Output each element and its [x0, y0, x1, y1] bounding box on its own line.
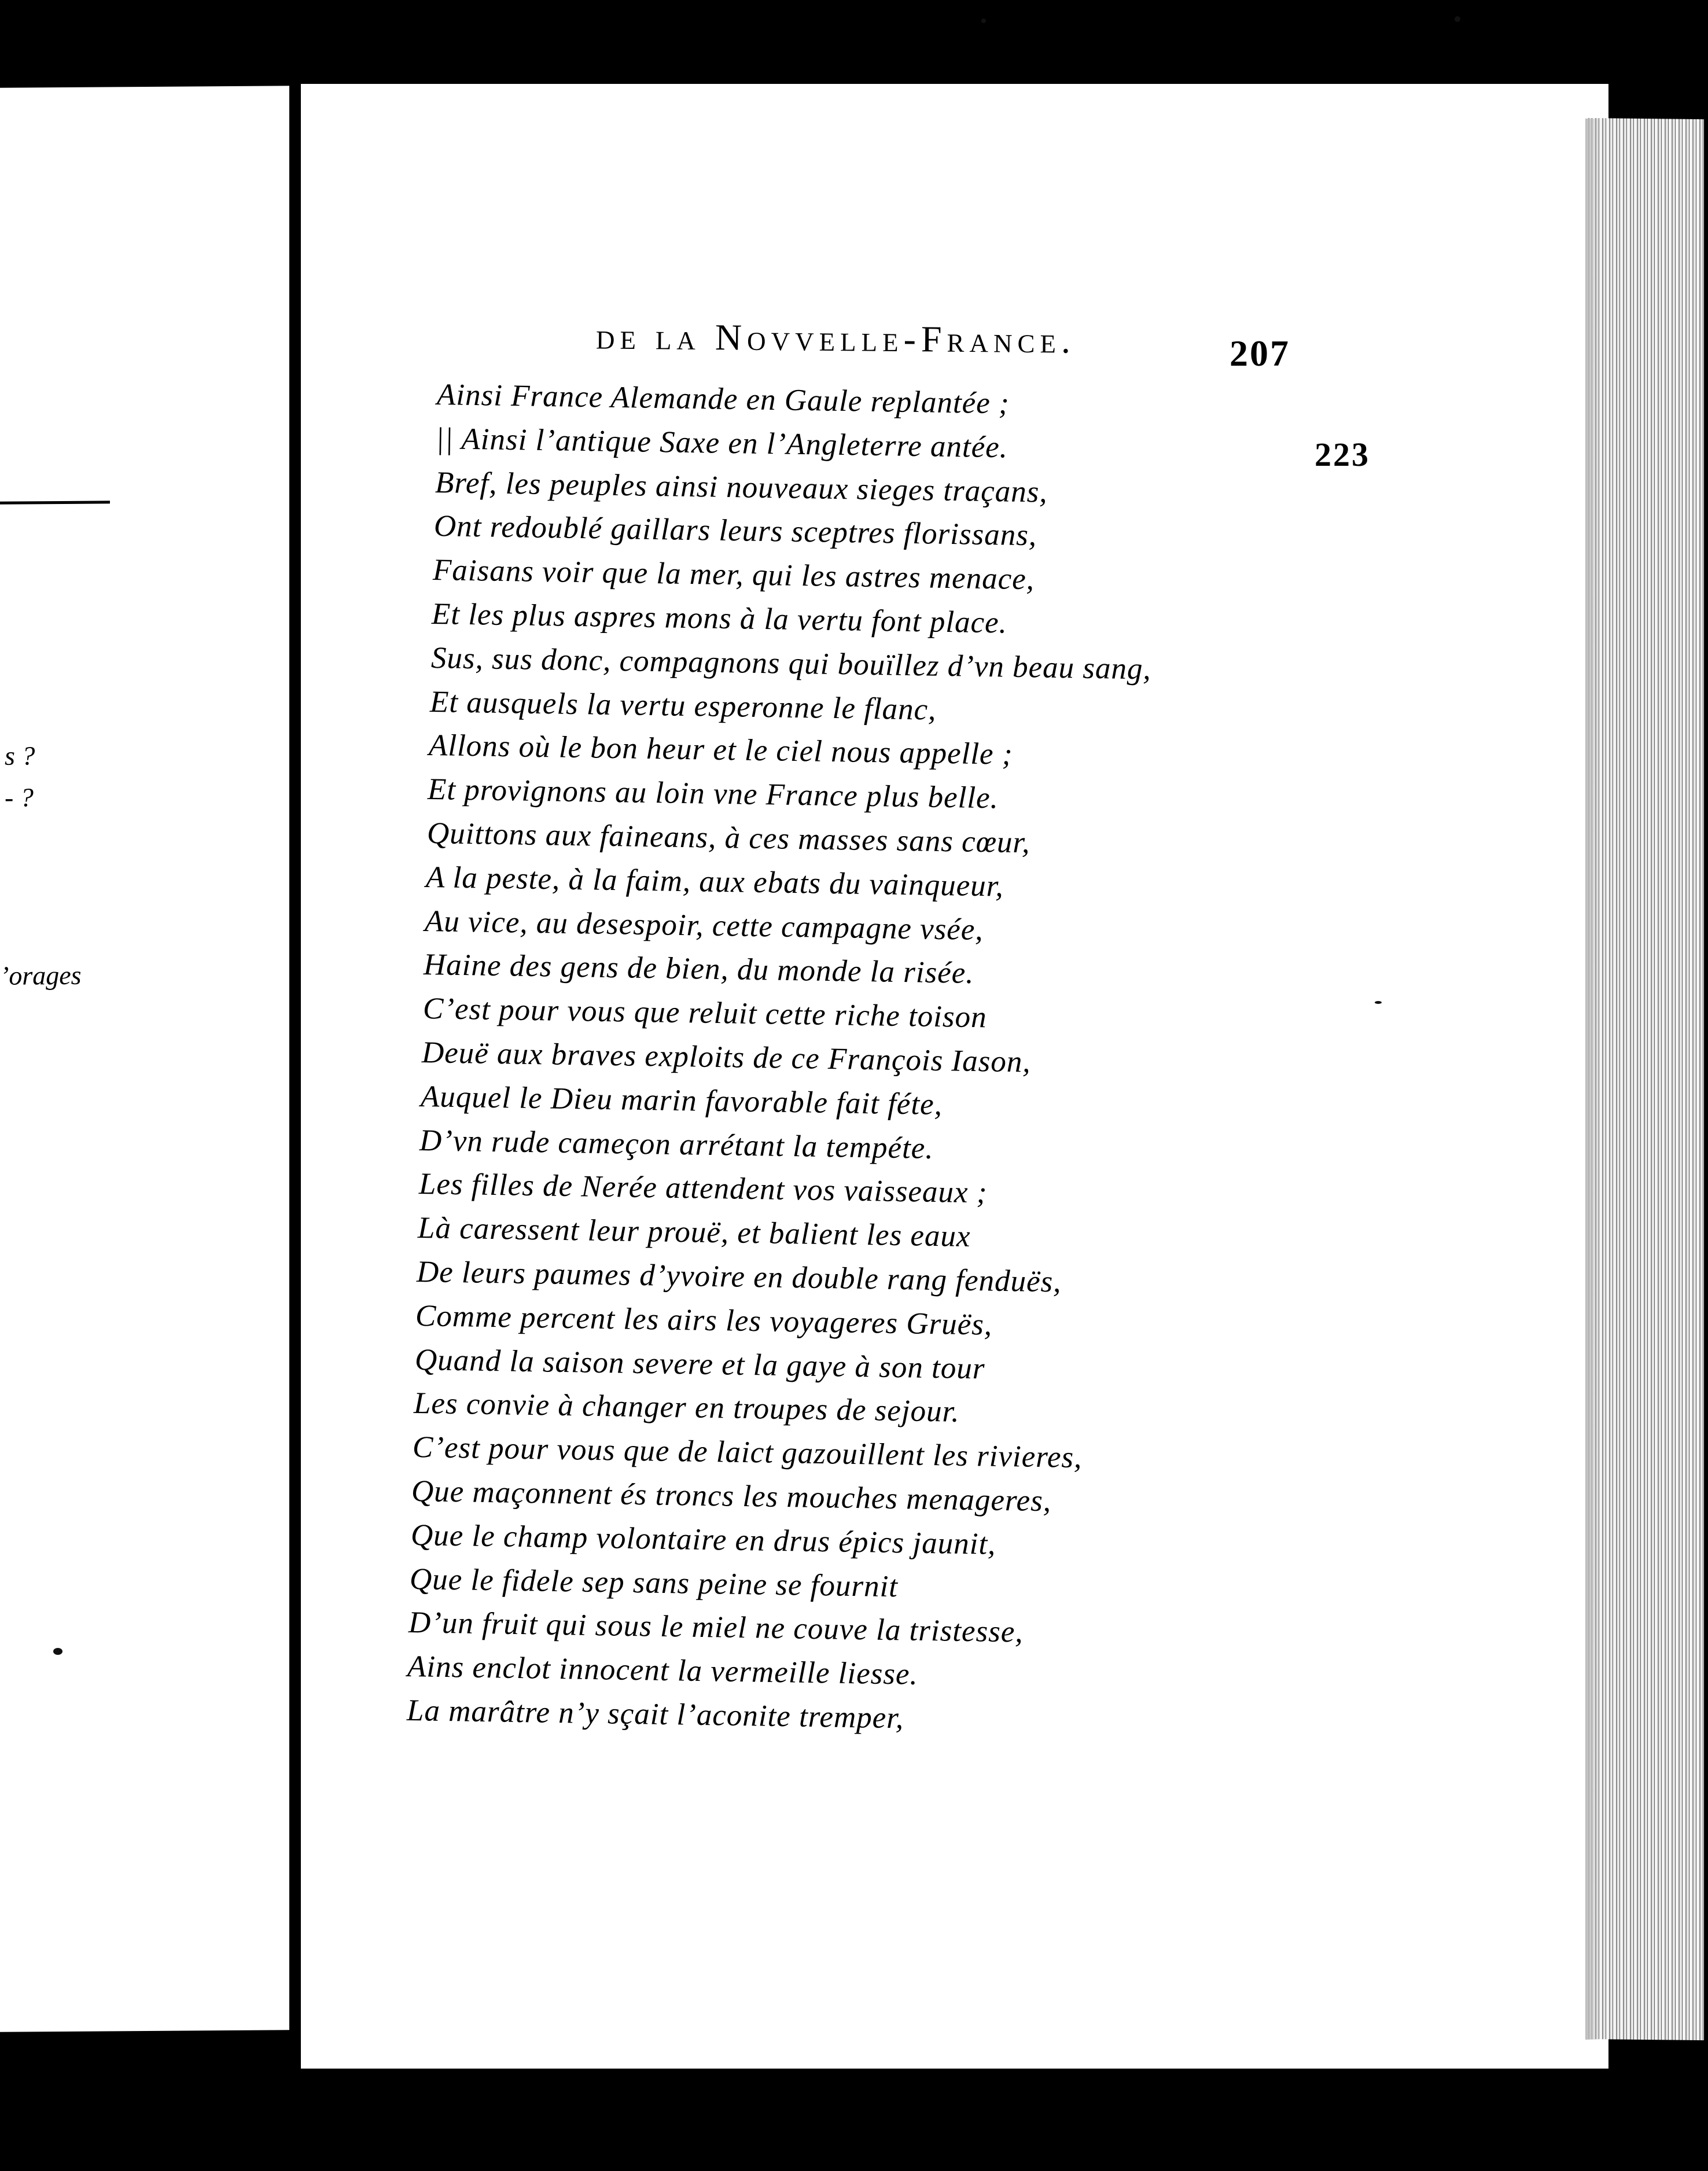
left-page-fragment: ’orages [0, 960, 82, 991]
verse-line: De leurs paumes d’yvoire en double rang fenduës, [416, 1255, 1062, 1299]
verse-line: Quittons aux faineans, à ces masses sans cœur, [426, 816, 1030, 860]
verse-line: Que le fidele sep sans peine se fournit [409, 1562, 899, 1603]
verse-line: D’vn rude cameçon arrétant la tempéte. [419, 1123, 934, 1165]
verse-line: Bref, les peuples ainsi nouveaux sieges traçans, [435, 465, 1048, 509]
page-number: 207 [1230, 333, 1290, 374]
verse-line: Deuë aux braves exploits de ce François Iason, [421, 1036, 1031, 1079]
verse-line: || Ainsi l’antique Saxe en l’Angleterre antée. [435, 421, 1008, 465]
verse-line: Au vice, au desespoir, cette campagne vsée, [424, 904, 984, 947]
verse-line: Haine des gens de bien, du monde la risée. [423, 948, 975, 991]
verse-line: Là caressent leur prouë, et balient les eaux [417, 1211, 971, 1254]
verse-line: La marâtre n’y sçait l’aconite tremper, [406, 1694, 904, 1735]
verse-line: Faisans voir que la mer, qui les astres menace, [432, 553, 1035, 597]
verse-line: Auquel le Dieu marin favorable fait féte, [420, 1079, 943, 1121]
verse-line: Que le champ volontaire en drus épics jaunit, [410, 1518, 996, 1561]
verse-line: Et provignons au loin vne France plus belle. [427, 772, 999, 815]
verse-line: Ains enclot innocent la vermeille liesse. [407, 1650, 919, 1692]
verse-line: Et ausquels la vertu esperonne le flanc, [429, 685, 937, 727]
left-page-fragment: s ? [5, 741, 35, 771]
verse-line: A la peste, à la faim, aux ebats du vainqueur, [425, 860, 1004, 903]
verse-line: Les convie à changer en troupes de sejour. [413, 1386, 960, 1429]
scan-speck [53, 1648, 62, 1655]
verse-line: Quand la saison severe et la gaye à son tour [414, 1342, 985, 1386]
verse-line: Que maçonnent és troncs les mouches menageres, [411, 1474, 1052, 1518]
scan-speck [1455, 16, 1460, 22]
margin-number: 223 [1315, 436, 1370, 473]
verse-line: Ainsi France Alemande en Gaule replantée ; [436, 378, 1010, 421]
scan-speck [981, 19, 986, 23]
verse-line: Comme percent les airs les voyageres Gruës, [415, 1298, 993, 1342]
verse-line: Allons où le bon heur et le ciel nous appelle ; [428, 728, 1013, 772]
verse-line: Ont redoublé gaillars leurs sceptres florissans, [433, 509, 1037, 553]
left-page-fragment: - ? [5, 782, 34, 812]
verse-line: C’est pour vous que reluit cette riche toison [422, 992, 987, 1035]
verse-line: Les filles de Nerée attendent vos vaisseaux ; [418, 1167, 988, 1210]
verse-line: Et les plus aspres mons à la vertu font place. [431, 597, 1008, 640]
verse-line: Sus, sus donc, compagnons qui bouïllez d’vn beau sang, [430, 641, 1151, 686]
running-head: de la Novvelle-France. [595, 315, 1076, 361]
verse-line: C’est pour vous que de laict gazouillent les rivieres, [412, 1430, 1083, 1475]
verse-line: D’un fruit qui sous le miel ne couve la tristesse, [408, 1606, 1024, 1650]
scan-speck [1375, 1001, 1382, 1004]
